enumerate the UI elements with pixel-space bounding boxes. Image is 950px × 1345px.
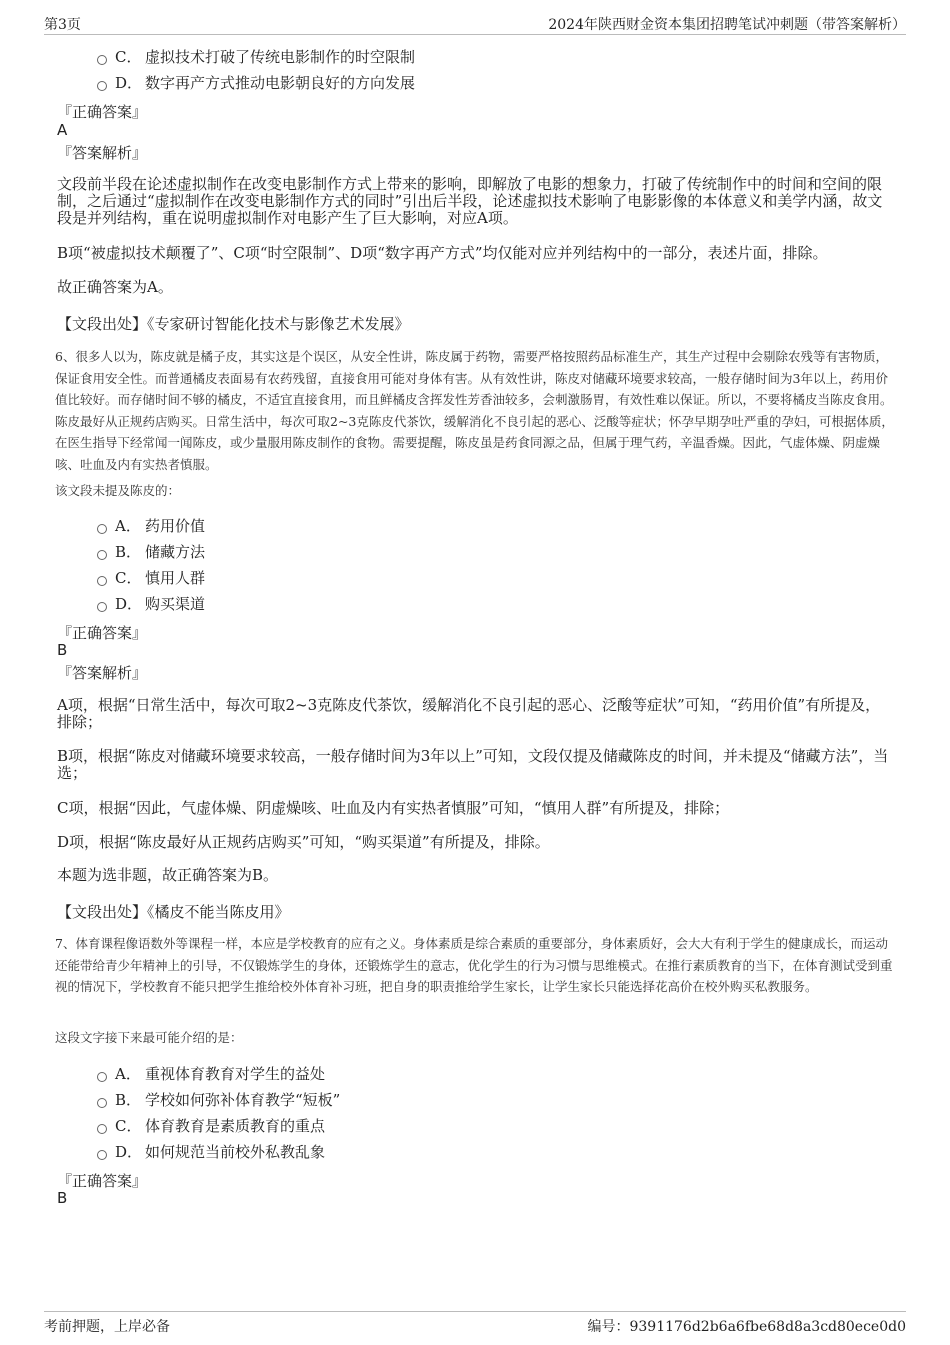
option-item[interactable]: C． 虚拟技术打破了传统电影制作的时空限制 [97, 46, 415, 68]
document-title: 2024年陕西财金资本集团招聘笔试冲刺题（带答案解析） [548, 17, 906, 33]
analysis-label: 『答案解析』 [57, 144, 148, 162]
analysis-paragraph: B项“被虚拟技术颠覆了”、C项“时空限制”、D项“数字再产方式”均仅能对应并列结构中的一部分，表述片面，排除。 [57, 244, 828, 262]
question-stem: 7、体育课程像语数外等课程一样，本应是学校教育的应有之义。身体素质是综合素质的重要部分，身体素质好，会大大有利于学生的健康成长，而运动还能带给青少年精神上的引导，不仅锻炼学生的身体，还锻炼学生的意志，优化学生的行为习惯与思维模式。在推行素质教育的当下，在体育测试受到重视的情况下，学校教育不能只把学生推给校外体育补习班，把自身的职责推给学生家长，让学生家长只能选择花高价在校外购买私教服务。 [55, 936, 893, 994]
radio-icon[interactable] [97, 81, 107, 91]
analysis-paragraph: 本题为选非题，故正确答案为B。 [57, 866, 279, 884]
answer-label: 『正确答案』 [57, 624, 148, 642]
option-item[interactable]: D． 数字再产方式推动电影朝良好的方向发展 [97, 72, 415, 94]
radio-icon[interactable] [97, 576, 107, 586]
analysis-paragraph: A项，根据“日常生活中，每次可取2~3克陈皮代茶饮，缓解消化不良引起的恶心、泛酸等症状”可知，“药用价值”有所提及，排除； [57, 696, 881, 731]
analysis-label: 『答案解析』 [57, 664, 148, 682]
option-item[interactable]: C． 体育教育是素质教育的重点 [97, 1115, 325, 1137]
option-item[interactable]: A． 重视体育教育对学生的益处 [97, 1063, 325, 1085]
footer-slogan: 考前押题，上岸必备 [44, 1319, 170, 1335]
page-number: 第3页 [44, 17, 81, 33]
question-prompt: 这段文字接下来最可能介绍的是： [55, 1030, 243, 1045]
radio-icon[interactable] [97, 1124, 107, 1134]
option-item[interactable]: D． 购买渠道 [97, 593, 205, 615]
option-item[interactable]: B． 储藏方法 [97, 541, 205, 563]
source-citation: 【文段出处】《橘皮不能当陈皮用》 [57, 903, 290, 921]
document-id: 编号：9391176d2b6a6fbe68d8a3cd80ece0d0 [587, 1319, 906, 1335]
option-item[interactable]: A． 药用价值 [97, 515, 205, 537]
option-text: 药用价值 [145, 517, 206, 535]
analysis-paragraph: 故正确答案为A。 [57, 278, 173, 296]
option-text: 体育教育是素质教育的重点 [145, 1117, 326, 1135]
radio-icon[interactable] [97, 1098, 107, 1108]
option-item[interactable]: D． 如何规范当前校外私教乱象 [97, 1141, 325, 1163]
answer-value: B [57, 641, 68, 659]
option-text: 数字再产方式推动电影朝良好的方向发展 [145, 74, 416, 92]
question-prompt: 该文段未提及陈皮的： [55, 483, 181, 498]
question-stem: 6、很多人以为，陈皮就是橘子皮，其实这是个误区，从安全性讲，陈皮属于药物，需要严格按照药品标准生产，其生产过程中会剔除农残等有害物质，保证食用安全性。而普通橘皮表面易有农药残留，直接食用可能对身体有害。从有效性讲，陈皮对储藏环境要求较高，一般存储时间为3年以上，药用价值比较好。而存储时间不够的橘皮，不适宜直接食用，而且鲜橘皮含挥发性芳香油较多，会刺激肠胃，有效性难以保证。所以，不要将橘皮当陈皮食用。陈皮最好从正规药店购买。日常生活中，每次可取2~3克陈皮代茶饮，缓解消化不良引起的恶心、泛酸等症状；怀孕早期孕吐严重的孕妇，可根据体质，在医生指导下经常闻一闻陈皮，或少量服用陈皮制作的食物。需要提醒，陈皮虽是药食同源之品，但属于理气药，辛温香燥。因此，气虚体燥、阴虚燥咳、吐血及内有实热者慎服。 [55, 349, 894, 472]
radio-icon[interactable] [97, 55, 107, 65]
source-citation: 【文段出处】《专家研讨智能化技术与影像艺术发展》 [57, 315, 410, 333]
answer-value: A [57, 121, 68, 139]
radio-icon[interactable] [97, 1150, 107, 1160]
answer-label: 『正确答案』 [57, 103, 148, 121]
option-item[interactable]: B． 学校如何弥补体育教学“短板” [97, 1089, 340, 1111]
option-text: 购买渠道 [145, 595, 206, 613]
analysis-paragraph: 文段前半段在论述虚拟制作在改变电影制作方式上带来的影响，即解放了电影的想象力，打破了传统制作中的时间和空间的限制，之后通过“虚拟制作在改变电影制作方式的同时”引出后半段，论述虚拟技术影响了电影影像的本体意义和美学内涵，故文段是并列结构，重在说明虚拟制作对电影产生了巨大影响，对应A项。 [57, 175, 883, 227]
analysis-paragraph: B项，根据“陈皮对储藏环境要求较高，一般存储时间为3年以上”可知，文段仅提及储藏陈皮的时间，并未提及“储藏方法”，当选； [57, 747, 889, 782]
page-footer [44, 1311, 906, 1338]
answer-label: 『正确答案』 [57, 1172, 148, 1190]
radio-icon[interactable] [97, 602, 107, 612]
option-text: 慎用人群 [145, 569, 206, 587]
option-item[interactable]: C． 慎用人群 [97, 567, 205, 589]
option-text: 学校如何弥补体育教学“短板” [145, 1091, 341, 1109]
option-text: 虚拟技术打破了传统电影制作的时空限制 [145, 48, 416, 66]
analysis-paragraph: C项，根据“因此，气虚体燥、阴虚燥咳、吐血及内有实热者慎服”可知，“慎用人群”有所提及，排除； [57, 799, 730, 817]
radio-icon[interactable] [97, 1072, 107, 1082]
answer-value: B [57, 1189, 68, 1207]
analysis-paragraph: D项，根据“陈皮最好从正规药店购买”可知，“购买渠道”有所提及，排除。 [57, 833, 550, 851]
page-header [44, 12, 906, 35]
option-text: 重视体育教育对学生的益处 [145, 1065, 326, 1083]
option-text: 如何规范当前校外私教乱象 [145, 1143, 326, 1161]
radio-icon[interactable] [97, 550, 107, 560]
option-text: 储藏方法 [145, 543, 206, 561]
radio-icon[interactable] [97, 524, 107, 534]
